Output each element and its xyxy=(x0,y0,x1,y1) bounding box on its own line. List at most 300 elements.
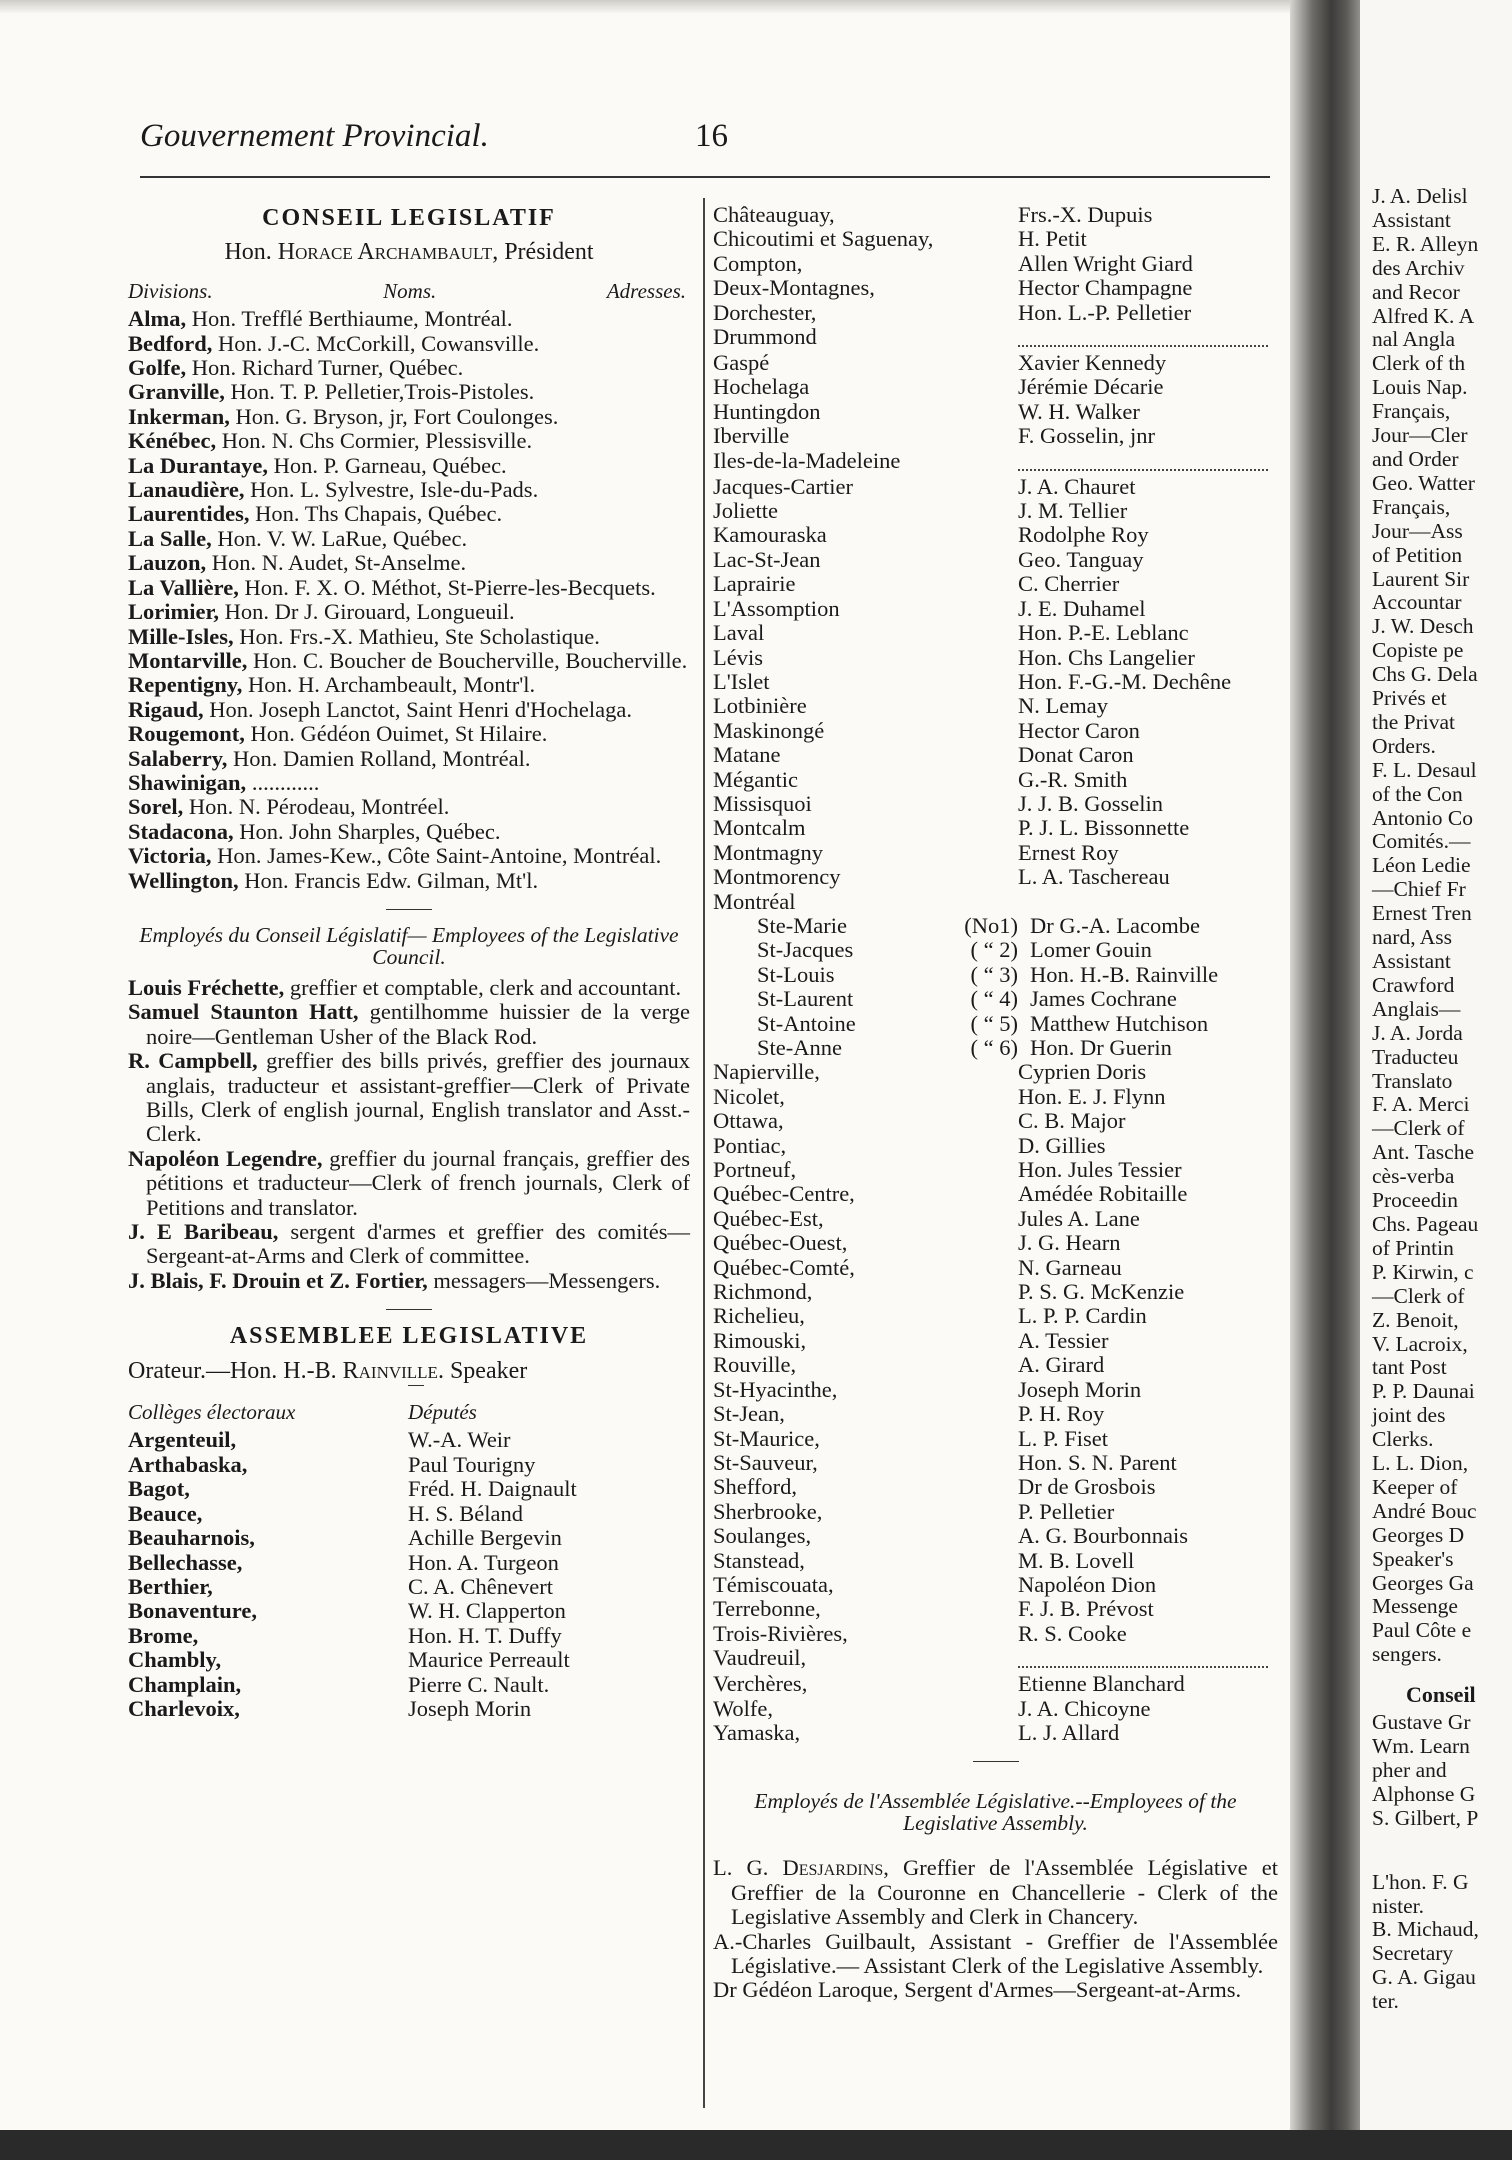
depute-name: Hon. A. Turgeon xyxy=(408,1549,559,1575)
division-name: St-Jacques xyxy=(757,937,854,963)
right-page-line: Geo. Watter xyxy=(1372,470,1475,495)
division-name: Lorimier, xyxy=(128,599,220,625)
college-name: Shefford, xyxy=(713,1474,797,1500)
college-name: Sherbrooke, xyxy=(713,1498,823,1524)
depute-name: C. A. Chênevert xyxy=(408,1573,553,1599)
assemblee-employee-list xyxy=(713,1856,1278,2002)
assemblee-member-row xyxy=(713,252,1278,276)
conseil-member-entry xyxy=(128,722,690,746)
depute-name: Etienne Blanchard xyxy=(1018,1671,1185,1697)
depute-name: L. P. Fiset xyxy=(1018,1425,1109,1451)
right-page-line: Copiste pe xyxy=(1372,638,1464,663)
assemblee-employee-entry xyxy=(713,1856,1278,1929)
assemblee-member-row xyxy=(713,621,1278,645)
right-page-line: Jour—Cler xyxy=(1372,423,1468,448)
depute-name: Donat Caron xyxy=(1018,742,1134,768)
right-page-line: —Clerk of xyxy=(1372,1283,1465,1308)
college-name: Iles-de-la-Madeleine xyxy=(713,447,901,473)
assemblee-member-row xyxy=(713,301,1278,325)
right-page-line: B. Michaud, xyxy=(1372,1917,1479,1942)
assemblee-member-row xyxy=(713,865,1278,889)
college-name: Napierville, xyxy=(713,1059,820,1085)
depute-name: P. Pelletier xyxy=(1018,1498,1115,1524)
division-name: Ste-Anne xyxy=(757,1035,842,1060)
member-details: Hon. H. Archambeault, Montr'l. xyxy=(242,672,536,698)
assemblee-member-row xyxy=(713,1721,1278,1745)
montreal-division-row xyxy=(713,1012,1278,1036)
right-page-line: pher and xyxy=(1372,1757,1447,1782)
assemblee-member-row xyxy=(713,694,1278,718)
depute-name: H. Petit xyxy=(1018,226,1087,252)
depute-name: C. Cherrier xyxy=(1018,571,1120,597)
depute-name: Jérémie Décarie xyxy=(1018,374,1164,400)
college-name: Champlain, xyxy=(128,1671,242,1697)
conseil-member-entry xyxy=(128,332,690,356)
member-details: Hon. J.-C. McCorkill, Cowansville. xyxy=(212,330,540,356)
division-name: Granville, xyxy=(128,379,225,405)
left-column xyxy=(128,200,690,1721)
assemblee-member-row xyxy=(713,597,1278,621)
division-name: St-Laurent xyxy=(757,986,854,1012)
assemblee-member-row xyxy=(128,1453,690,1477)
depute-name: J. M. Tellier xyxy=(1018,498,1128,524)
right-page-line: Orders. xyxy=(1372,733,1436,758)
assemblee-member-row xyxy=(713,1427,1278,1451)
assemblee-member-row xyxy=(713,816,1278,840)
division-name: Lanaudière, xyxy=(128,477,245,503)
assemblee-member-row xyxy=(713,1451,1278,1475)
montreal-division-row xyxy=(713,938,1278,962)
assemblee-member-row xyxy=(713,1597,1278,1621)
president-prefix: Hon. xyxy=(224,239,272,266)
member-details: Hon. Gédéon Ouimet, St Hilaire. xyxy=(244,721,548,747)
col-colleges: Collèges électoraux xyxy=(128,1400,296,1425)
right-page-line: S. Gilbert, P xyxy=(1372,1805,1479,1830)
conseil-member-entry xyxy=(128,673,690,697)
assemblee-heading: ASSEMBLEE LEGISLATIVE xyxy=(229,1323,589,1350)
right-page-line: Accountar xyxy=(1372,590,1462,615)
depute-name: Frs.-X. Dupuis xyxy=(1018,202,1153,227)
college-name: Bonaventure, xyxy=(128,1598,257,1624)
right-page-line: Gustave Gr xyxy=(1372,1710,1471,1735)
page-number: 16 xyxy=(695,118,728,154)
right-page-line: J. W. Desch xyxy=(1372,614,1474,639)
division-name: Wellington, xyxy=(128,867,239,893)
right-page-line: Chs G. Dela xyxy=(1372,662,1478,687)
right-page-line: Clerk of th xyxy=(1372,351,1466,376)
division-name: Rigaud, xyxy=(128,696,204,722)
right-page-line: Anglais— xyxy=(1372,996,1461,1021)
college-name: Beauce, xyxy=(128,1500,203,1526)
college-name: Châteauguay, xyxy=(713,202,835,227)
assemblee-member-row xyxy=(713,1109,1278,1133)
right-page-line: Translato xyxy=(1372,1068,1453,1093)
conseil-member-entry xyxy=(128,454,690,478)
division-name: Rougemont, xyxy=(128,721,245,747)
conseil-employee-entry xyxy=(128,1000,690,1049)
college-name: Vaudreuil, xyxy=(713,1645,807,1671)
conseil-member-entry xyxy=(128,820,690,844)
depute-name: Hon. F.-G.-M. Dechêne xyxy=(1018,668,1232,694)
depute-name: M. B. Lovell xyxy=(1018,1547,1135,1573)
montreal-division xyxy=(713,1012,1030,1036)
assemblee-member-row xyxy=(128,1526,690,1550)
college-name: Kamouraska xyxy=(713,522,827,548)
orateur-prefix: Orateur.—Hon. xyxy=(128,1357,278,1384)
right-page-line: F. A. Merci xyxy=(1372,1092,1470,1117)
depute-name: Napoléon Dion xyxy=(1018,1571,1157,1597)
depute-name: Pierre C. Nault. xyxy=(408,1671,550,1697)
right-page-line: and Order xyxy=(1372,446,1459,471)
assemblee-member-row xyxy=(713,1304,1278,1328)
right-page-line: Alfred K. A xyxy=(1372,303,1475,328)
assemblee-member-row xyxy=(713,1402,1278,1426)
member-details: Hon. C. Boucher de Boucherville, Boucherville. xyxy=(247,647,688,673)
employee-role: greffier du journal français, greffier des pétitions et traducteur—Clerk of french journals, Clerk of Petitions and translator. xyxy=(146,1145,690,1220)
assemblee-member-row xyxy=(713,1158,1278,1182)
assemblee-member-row xyxy=(713,1329,1278,1353)
member-details: Hon. Dr J. Girouard, Longueuil. xyxy=(219,599,515,625)
conseil-member-entry xyxy=(128,307,690,331)
division-name: Golfe, xyxy=(128,355,187,381)
assemblee-member-row xyxy=(713,890,1278,914)
right-page-line: V. Lacroix, xyxy=(1372,1331,1468,1356)
right-page-line: ter. xyxy=(1372,1989,1399,2014)
division-name: Bedford, xyxy=(128,330,213,356)
assemblee-member-row xyxy=(713,646,1278,670)
depute-name: Hon. Chs Langelier xyxy=(1018,644,1195,670)
header-rule xyxy=(140,176,1270,178)
division-name: Sorel, xyxy=(128,794,184,820)
conseil-member-entry xyxy=(128,698,690,722)
right-page-line: Privés et xyxy=(1372,686,1447,711)
speaker-rule xyxy=(408,1385,424,1386)
vacant-seat-dots xyxy=(1018,1654,1268,1668)
right-page-line: F. L. Desaul xyxy=(1372,757,1477,782)
division-name: Lauzon, xyxy=(128,550,207,576)
depute-name: J. A. Chauret xyxy=(1018,473,1136,499)
depute-name: Hon. P.-E. Leblanc xyxy=(1018,620,1189,646)
depute-name: J. A. Chicoyne xyxy=(1018,1695,1151,1721)
employee-name: Napoléon Legendre, xyxy=(128,1145,323,1171)
employee-role: gentilhomme huissier de la verge noire—Gentleman Usher of the Black Rod. xyxy=(146,999,690,1049)
member-details: Hon. V. W. LaRue, Québec. xyxy=(211,525,468,551)
college-name: Terrebonne, xyxy=(713,1596,821,1622)
right-page-line: —Chief Fr xyxy=(1372,877,1466,902)
depute-name: James Cochrane xyxy=(1030,986,1177,1012)
assemblee-member-row xyxy=(713,1182,1278,1206)
depute-name: Achille Bergevin xyxy=(408,1525,562,1551)
college-name: Richmond, xyxy=(713,1279,813,1305)
assemblee-member-row xyxy=(713,572,1278,596)
college-name: Québec-Centre, xyxy=(713,1181,855,1207)
depute-name: L. J. Allard xyxy=(1018,1719,1120,1745)
vacant-seat-dots xyxy=(1018,457,1268,471)
right-page-list-3 xyxy=(1372,1871,1512,2014)
right-page-list-2 xyxy=(1372,1711,1512,1831)
montreal-division xyxy=(713,914,1030,938)
conseil-member-entry xyxy=(128,771,690,795)
assemblee-member-list-mid xyxy=(713,203,1278,914)
column-divider xyxy=(703,198,705,2108)
employee-name: Samuel Staunton Hatt, xyxy=(128,999,359,1025)
college-name: Chambly, xyxy=(128,1647,222,1673)
assemblee-member-row xyxy=(713,1085,1278,1109)
depute-name: Hector Champagne xyxy=(1018,275,1193,301)
assemblee-member-row xyxy=(713,792,1278,816)
depute-name: Rodolphe Roy xyxy=(1018,522,1149,548)
college-name: Bagot, xyxy=(128,1476,190,1502)
depute-name: J. G. Hearn xyxy=(1018,1230,1121,1256)
college-name: Beauharnois, xyxy=(128,1525,255,1551)
depute-name: W. H. Walker xyxy=(1018,398,1140,424)
employee-role: greffier et comptable, clerk and accountant. xyxy=(284,974,682,1000)
depute-name: H. S. Béland xyxy=(408,1500,523,1526)
division-name: La Salle, xyxy=(128,525,212,551)
right-page-line: Comités.— xyxy=(1372,829,1471,854)
division-name: Stadacona, xyxy=(128,818,234,844)
right-page-line: cès-verba xyxy=(1372,1164,1455,1189)
running-header-title: Gouvernement Provincial. xyxy=(140,118,489,154)
depute-name: Xavier Kennedy xyxy=(1018,350,1167,376)
assemblee-member-row xyxy=(128,1697,690,1721)
college-name: Gaspé xyxy=(713,350,770,376)
employee-role: sergent d'armes et greffier des comités—Sergeant-at-Arms and Clerk of committee. xyxy=(146,1219,690,1269)
assemblee-member-row xyxy=(713,1207,1278,1231)
member-details: Hon. Francis Edw. Gilman, Mt'l. xyxy=(238,867,539,893)
right-page-line: E. R. Alleyn xyxy=(1372,231,1479,256)
right-page-line: nard, Ass xyxy=(1372,925,1453,950)
college-name: Lévis xyxy=(713,644,763,670)
right-page-line: Paul Côte e xyxy=(1372,1618,1472,1643)
conseil-employee-entry xyxy=(128,1220,690,1269)
division-name: Mille-Isles, xyxy=(128,623,234,649)
division-name: Ste-Marie xyxy=(757,912,847,938)
employee-role: messagers—Messengers. xyxy=(427,1267,661,1293)
depute-name: N. Garneau xyxy=(1018,1254,1122,1280)
college-name: Lac-St-Jean xyxy=(713,546,821,572)
member-details: Hon. Trefflé Berthiaume, Montréal. xyxy=(186,306,513,332)
right-page-line: nister. xyxy=(1372,1893,1424,1918)
division-name: La Vallière, xyxy=(128,574,239,600)
assemblee-member-row xyxy=(713,375,1278,399)
college-name: Rimouski, xyxy=(713,1327,807,1353)
member-details: Hon. N. Audet, St-Anselme. xyxy=(206,550,467,576)
right-page-line: Ant. Tasche xyxy=(1372,1140,1474,1165)
depute-name: Allen Wright Giard xyxy=(1018,250,1193,276)
conseil-member-entry xyxy=(128,429,690,453)
college-name: Montmorency xyxy=(713,864,841,890)
employee-name: J. Blais, F. Drouin et Z. Fortier, xyxy=(128,1267,428,1293)
assemblee-member-row xyxy=(713,1060,1278,1084)
right-page-line: L. L. Dion, xyxy=(1372,1451,1469,1476)
montreal-division-row xyxy=(713,987,1278,1011)
page-top-shadow xyxy=(0,0,1310,14)
right-page-section-head: Conseil xyxy=(1406,1682,1476,1708)
depute-name: W.-A. Weir xyxy=(408,1427,511,1453)
college-name: Yamaska, xyxy=(713,1719,801,1745)
college-name: Laval xyxy=(713,620,765,646)
college-name: Brome, xyxy=(128,1622,199,1648)
college-name: Ottawa, xyxy=(713,1108,784,1134)
conseil-president xyxy=(128,240,690,264)
college-name: L'Islet xyxy=(713,668,770,694)
assemblee-member-row xyxy=(713,351,1278,375)
college-name: Arthabaska, xyxy=(128,1451,248,1477)
college-name: Huntingdon xyxy=(713,398,821,424)
conseil-member-entry xyxy=(128,625,690,649)
college-name: Québec-Ouest, xyxy=(713,1230,848,1256)
assemblee-member-row xyxy=(713,1231,1278,1255)
conseil-employee-entry xyxy=(128,1147,690,1220)
right-page-line: Crawford xyxy=(1372,972,1455,997)
right-page-line: and Recor xyxy=(1372,279,1460,304)
college-name: Berthier, xyxy=(128,1573,213,1599)
college-name: Stanstead, xyxy=(713,1547,805,1573)
college-name: Verchères, xyxy=(713,1671,808,1697)
depute-name: P. S. G. McKenzie xyxy=(1018,1279,1185,1305)
right-page-line: tant Post xyxy=(1372,1355,1447,1380)
conseil-member-entry xyxy=(128,478,690,502)
college-name: Drummond xyxy=(713,324,817,350)
depute-name: R. S. Cooke xyxy=(1018,1620,1127,1646)
col-noms: Noms. xyxy=(383,278,437,303)
assemblee-member-row xyxy=(713,841,1278,865)
depute-name: Jules A. Lane xyxy=(1018,1205,1140,1231)
assemblee-member-row xyxy=(128,1551,690,1575)
assemblee-member-row xyxy=(713,1353,1278,1377)
right-page-line: Assistant xyxy=(1372,207,1451,232)
section-divider xyxy=(386,909,432,910)
depute-name: Cyprien Doris xyxy=(1018,1059,1147,1085)
col-deputes: Députés xyxy=(408,1400,477,1425)
assemblee-member-row xyxy=(713,1573,1278,1597)
college-name: Deux-Montagnes, xyxy=(713,275,875,301)
assemblee-member-row xyxy=(713,1697,1278,1721)
depute-name: Lomer Gouin xyxy=(1030,937,1152,963)
conseil-member-list xyxy=(128,307,690,893)
right-page-line: J. A. Delisl xyxy=(1372,184,1468,208)
right-page-line: Georges D xyxy=(1372,1522,1465,1547)
division-name: Laurentides, xyxy=(128,501,250,527)
member-details: ............ xyxy=(246,769,320,795)
right-page-line: André Bouc xyxy=(1372,1498,1477,1523)
right-page-line: of Printin xyxy=(1372,1235,1454,1260)
right-page-line: sengers. xyxy=(1372,1642,1442,1667)
assemblee-member-row xyxy=(128,1624,690,1648)
college-name: Charlevoix, xyxy=(128,1695,240,1721)
right-page-line: —Clerk of xyxy=(1372,1116,1465,1141)
conseil-employee-entry xyxy=(128,1049,690,1147)
right-page-line: Messenge xyxy=(1372,1594,1458,1619)
assemblee-member-row xyxy=(128,1477,690,1501)
conseil-employee-list xyxy=(128,976,690,1293)
conseil-member-entry xyxy=(128,649,690,673)
right-page-line: the Privat xyxy=(1372,709,1455,734)
college-name: Montcalm xyxy=(713,815,806,841)
employee-role: Sergent d'Armes—Sergeant-at-Arms. xyxy=(898,1977,1242,2003)
assemblee-member-row xyxy=(128,1673,690,1697)
assemblee-member-row xyxy=(713,449,1278,475)
assemblee-member-row xyxy=(713,1256,1278,1280)
scan-bottom-band xyxy=(0,2130,1512,2160)
depute-name: Matthew Hutchison xyxy=(1030,1010,1209,1036)
member-details: Hon. Ths Chapais, Québec. xyxy=(249,501,503,527)
depute-name: Hon. L.-P. Pelletier xyxy=(1018,299,1192,325)
assemblee-member-row xyxy=(713,325,1278,351)
assemblee-member-row xyxy=(713,499,1278,523)
assemblee-member-row xyxy=(713,1378,1278,1402)
employee-role: greffier des bills privés, greffier des journaux anglais, traducteur et assistant-greffier—Clerk of Private Bills, Clerk of english journal, English translator and Asst.-Clerk. xyxy=(146,1048,690,1147)
employee-name: Louis Fréchette, xyxy=(128,974,285,1000)
college-name: Dorchester, xyxy=(713,299,817,325)
orateur-suffix: . Speaker xyxy=(437,1357,528,1384)
conseil-member-entry xyxy=(128,380,690,404)
assemblee-column-headings xyxy=(128,1400,690,1424)
division-name: Shawinigan, xyxy=(128,769,247,795)
assemblee-member-row xyxy=(713,276,1278,300)
depute-name: Ernest Roy xyxy=(1018,839,1119,865)
conseil-member-entry xyxy=(128,551,690,575)
college-name: Richelieu, xyxy=(713,1303,805,1329)
college-name: Maskinongé xyxy=(713,717,825,743)
assemblee-member-row xyxy=(713,1280,1278,1304)
book-gutter xyxy=(1290,0,1365,2160)
depute-name: L. A. Taschereau xyxy=(1018,864,1170,890)
assemblee-member-row xyxy=(713,1549,1278,1573)
conseil-employees-heading: Employés du Conseil Législatif— Employees of the Legislative Council. xyxy=(139,922,679,969)
assemblee-member-row xyxy=(713,768,1278,792)
assemblee-member-row xyxy=(713,670,1278,694)
assemblee-member-row xyxy=(713,1500,1278,1524)
right-page-line: Georges Ga xyxy=(1372,1570,1474,1595)
member-details: Hon. N. Pérodeau, Montréel. xyxy=(183,794,450,820)
college-name: Soulanges, xyxy=(713,1523,812,1549)
division-name: St-Louis xyxy=(757,961,835,987)
college-name: Lotbinière xyxy=(713,693,807,719)
right-page-line: Secretary xyxy=(1372,1941,1454,1966)
depute-name: Amédée Robitaille xyxy=(1018,1181,1188,1207)
college-name: Québec-Est, xyxy=(713,1205,824,1231)
depute-name: Hon. E. J. Flynn xyxy=(1018,1083,1166,1109)
right-page-line: Z. Benoit, xyxy=(1372,1307,1459,1332)
college-name: Montréal xyxy=(713,888,796,914)
conseil-member-entry xyxy=(128,795,690,819)
assemblee-member-row xyxy=(713,1134,1278,1158)
montreal-division-row xyxy=(713,1036,1278,1060)
assemblee-member-row xyxy=(713,475,1278,499)
member-details: Hon. N. Chs Cormier, Plessisville. xyxy=(216,428,533,454)
conseil-member-entry xyxy=(128,600,690,624)
right-page-line: Keeper of xyxy=(1372,1474,1458,1499)
division-number: (No1) xyxy=(964,912,1018,938)
depute-name: N. Lemay xyxy=(1018,693,1108,719)
depute-name: C. B. Major xyxy=(1018,1108,1126,1134)
college-name: Nicolet, xyxy=(713,1083,785,1109)
depute-name: Fréd. H. Daignault xyxy=(408,1476,577,1502)
right-page-line: Wm. Learn xyxy=(1372,1734,1470,1758)
right-page-line: Français, xyxy=(1372,494,1451,519)
assemblee-member-row xyxy=(713,227,1278,251)
depute-name: D. Gillies xyxy=(1018,1132,1106,1158)
right-page-line: L'hon. F. G xyxy=(1372,1869,1469,1894)
college-name: Wolfe, xyxy=(713,1695,774,1721)
depute-name: Hon. Dr Guerin xyxy=(1030,1035,1172,1060)
college-name: Argenteuil, xyxy=(128,1427,237,1453)
right-page-line: Laurent Sir xyxy=(1372,566,1470,591)
depute-name: Hon. H. T. Duffy xyxy=(408,1622,562,1648)
right-page-list-1 xyxy=(1372,185,1512,1667)
